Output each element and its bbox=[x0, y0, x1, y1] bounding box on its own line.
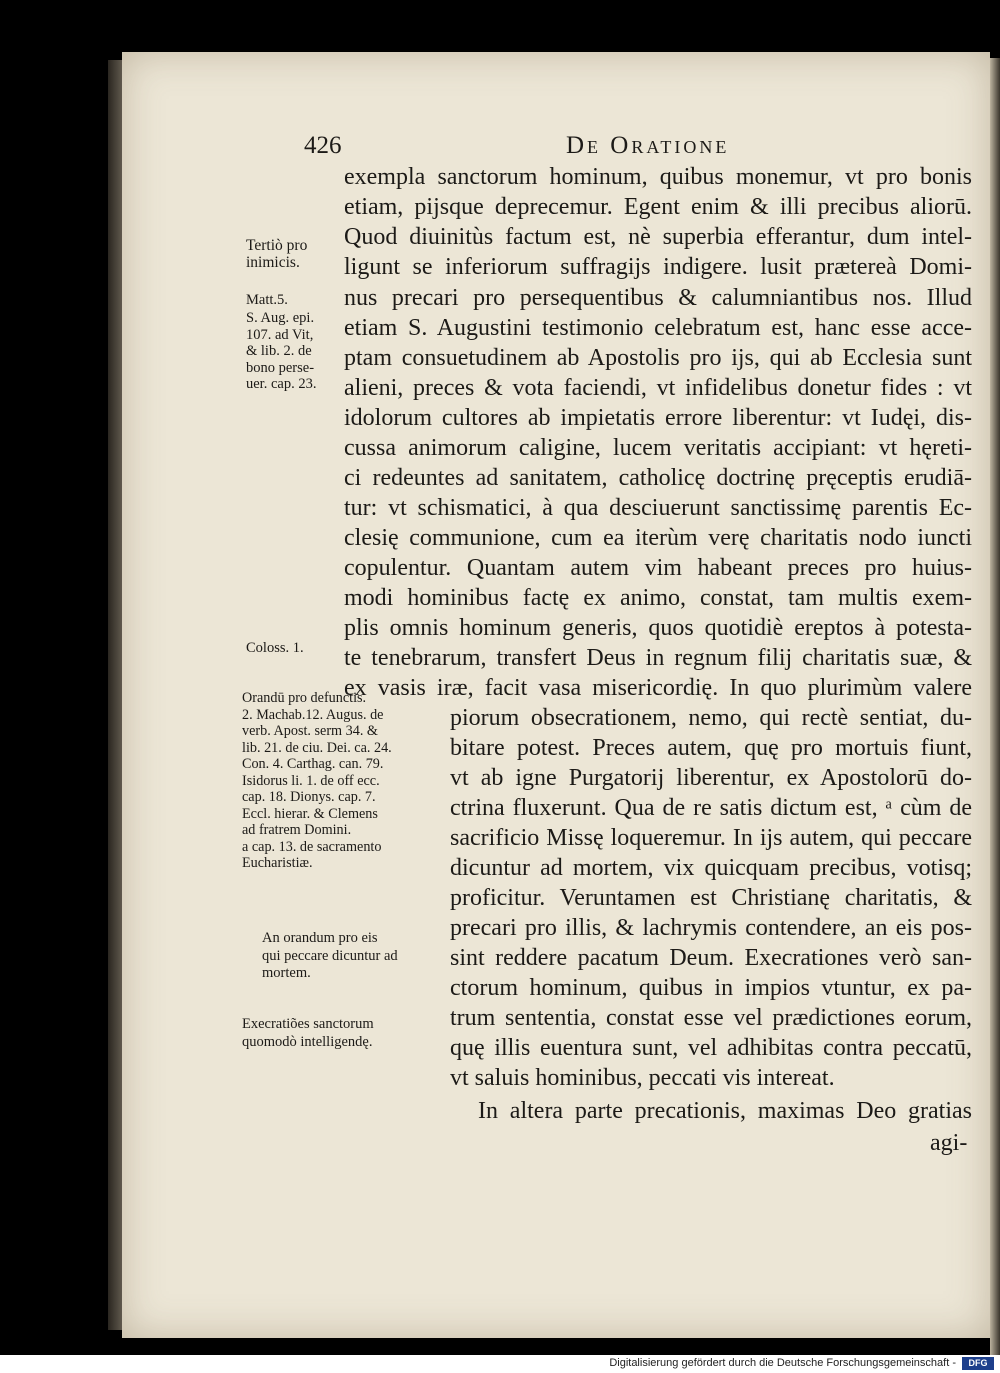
body-line: sint reddere pacatum Deum. Execrationes verò san- bbox=[450, 945, 972, 971]
body-line: etiam S. Augustini testimonio celebratum est, hanc esse acce- bbox=[344, 315, 972, 341]
body-line: nus precari pro persequentibus & calumniantibus nos. Illud bbox=[344, 285, 972, 311]
margin-note-line: Coloss. 1. bbox=[246, 640, 304, 656]
page-edge bbox=[990, 58, 1000, 1358]
body-line: ptam consuetudinem ab Apostolis pro ijs, qui ab Ecclesia sunt bbox=[344, 345, 972, 371]
body-line: sacrificio Missę loqueremur. In ijs autem, qui peccare bbox=[450, 825, 972, 851]
body-line: ctrina fluxerunt. Qua de re satis dictum est, ᵃ cùm de bbox=[450, 795, 972, 821]
margin-note-line: uer. cap. 23. bbox=[246, 376, 317, 392]
body-line: precari pro illis, & lachrymis contendere, an eis pos- bbox=[450, 915, 972, 941]
body-line: te tenebrarum, transfert Deus in regnum filij charitatis suæ, & bbox=[344, 645, 972, 671]
body-line: modi hominibus factę ex animo, constat, tam multis exem- bbox=[344, 585, 972, 611]
body-line: exempla sanctorum hominum, quibus monemur, vt pro bonis bbox=[344, 164, 972, 190]
margin-note-line: Tertiò pro bbox=[246, 237, 308, 254]
body-line: ctorum hominum, quibus in impios vtuntur, ex pa- bbox=[450, 975, 972, 1001]
body-line: ci redeuntes ad sanitatem, catholicę doctrinę pręceptis erudiā- bbox=[344, 465, 972, 491]
body-line: clesię communione, cum ea iterùm verę charitatis nodo iuncti bbox=[344, 525, 972, 551]
margin-note-line: cap. 18. Dionys. cap. 7. bbox=[242, 789, 376, 805]
margin-note-line: Matt.5. bbox=[246, 292, 288, 308]
page-number: 426 bbox=[304, 132, 342, 159]
body-line: ex vasis iræ, facit vasa misericordię. In quo plurimùm valere bbox=[344, 675, 972, 701]
body-line: tur: vt schismatici, à qua desciuerunt sanctissimę parentis Ec- bbox=[344, 495, 972, 521]
margin-note-line: Isidorus li. 1. de off ecc. bbox=[242, 772, 380, 789]
margin-note-line: 2. Machab.12. Augus. de bbox=[242, 706, 384, 723]
dfg-logo: DFG bbox=[962, 1357, 994, 1370]
body-line: vt ab igne Purgatorij liberentur, ex Apostolorū do- bbox=[450, 765, 972, 791]
body-line: alieni, preces & vota faciendi, vt infidelibus donetur fides : vt bbox=[344, 375, 972, 401]
margin-note-line: qui peccare dicuntur ad bbox=[262, 947, 398, 964]
body-line: cussa animorum caligine, lucem veritatis accipiant: vt hęreti- bbox=[344, 435, 972, 461]
body-line: copulentur. Quantam autem vim habeant preces pro huius- bbox=[344, 555, 972, 581]
margin-note-line: inimicis. bbox=[246, 253, 300, 271]
body-line: Quod diuinitùs factum est, nè superbia efferantur, dum intel- bbox=[344, 224, 972, 250]
body-line: ligunt se inferiorum suffragijs indigere. lusit prætereà Domi- bbox=[344, 254, 972, 280]
margin-note-line: quomodò intelligendę. bbox=[242, 1033, 373, 1050]
body-line: bitare potest. Preces autem, quę pro mortuis fiunt, bbox=[450, 735, 972, 761]
body-line: etiam, pijsque deprecemur. Egent enim & illi precibus aliorū. bbox=[344, 194, 972, 220]
body-line: proficitur. Veruntamen est Christianę charitatis, & bbox=[450, 885, 972, 911]
body-line: quę illis euentura sunt, vel adhibitas contra peccatū, bbox=[450, 1035, 972, 1061]
body-line: piorum obsecrationem, nemo, qui rectè sentiat, du- bbox=[450, 705, 972, 731]
body-line: In altera parte precationis, maximas Deo gratias bbox=[478, 1098, 972, 1124]
body-line: dicuntur ad mortem, vix quicquam precibus, votisq; bbox=[450, 855, 972, 881]
margin-note-line: An orandum pro eis bbox=[262, 930, 378, 946]
body-line: idolorum cultores ab impietatis errore liberentur: vt Iudęi, dis- bbox=[344, 405, 972, 431]
margin-note-line: bono perse- bbox=[246, 359, 315, 376]
body-line: vt saluis hominibus, peccati vis intereat. bbox=[450, 1065, 835, 1091]
margin-note-line: & lib. 2. de bbox=[246, 343, 312, 359]
body-line: trum sententia, constat esse vel prædictiones eorum, bbox=[450, 1005, 972, 1031]
margin-note-line: Con. 4. Carthag. can. 79. bbox=[242, 756, 384, 772]
margin-note-line: lib. 21. de ciu. Dei. ca. 24. bbox=[242, 739, 392, 756]
margin-note-line: 107. ad Vit, bbox=[246, 326, 314, 343]
margin-note-line: verb. Apost. serm 34. & bbox=[242, 723, 378, 739]
margin-note-line: Eccl. hierar. & Clemens bbox=[242, 805, 378, 822]
body-line: agi- bbox=[930, 1130, 968, 1156]
margin-note-line: Eucharistiæ. bbox=[242, 855, 313, 871]
margin-note-line: ad fratrem Domini. bbox=[242, 822, 352, 838]
margin-note-line: a cap. 13. de sacramento bbox=[242, 838, 382, 855]
running-head: De Oratione bbox=[566, 132, 730, 159]
margin-note-line: S. Aug. epi. bbox=[246, 310, 315, 326]
margin-note-line: mortem. bbox=[262, 965, 311, 981]
margin-note-line: Execratiões sanctorum bbox=[242, 1016, 374, 1032]
margin-note-line: Orandū pro defunctis. bbox=[242, 690, 367, 706]
footer-credit: Digitalisierung gefördert durch die Deutsche Forschungsgemeinschaft - bbox=[609, 1357, 956, 1369]
body-line: plis omnis hominum generis, quos quotidiè ereptos à potesta- bbox=[344, 615, 972, 641]
